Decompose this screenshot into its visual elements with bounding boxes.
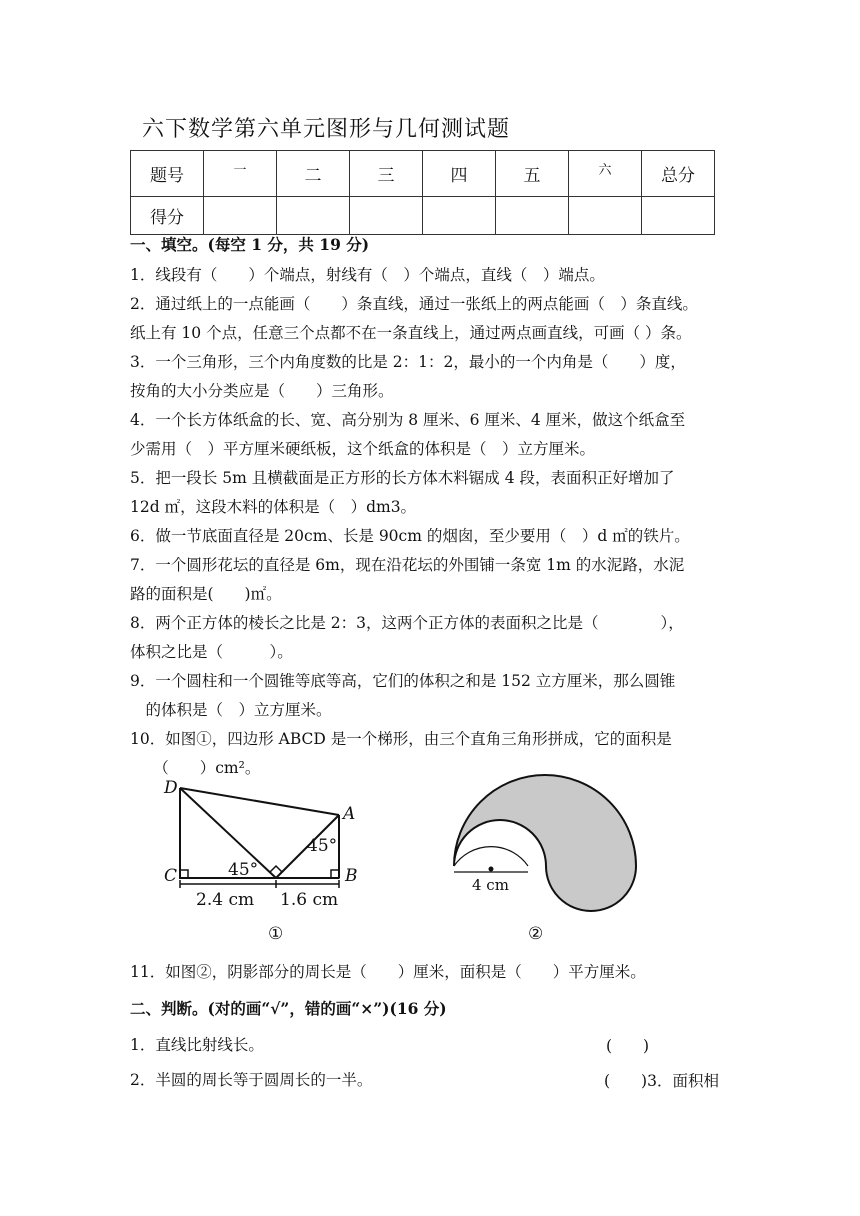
page-title: 六下数学第六单元图形与几何测试题 xyxy=(142,117,511,142)
question-line: 4．一个长方体纸盒的长、宽、高分别为 8 厘米、6 厘米、4 厘米，做这个纸盒至 xyxy=(130,411,686,429)
figure-caption: ② xyxy=(528,924,544,944)
vertex-label-b: B xyxy=(345,866,358,886)
question-line: 12d ㎡，这段木料的体积是（ ）dm3。 xyxy=(130,498,417,516)
table-cell: 二 xyxy=(277,151,350,197)
question-line: 体积之比是（ ）。 xyxy=(130,643,293,661)
judge-question: 1．直线比射线长。 xyxy=(130,1036,264,1054)
table-cell: 六 xyxy=(569,151,642,197)
question-line: 8．两个正方体的棱长之比是 2：3，这两个正方体的表面积之比是（ ）， xyxy=(130,614,684,632)
question-line: 6．做一节底面直径是 20cm、长是 90cm 的烟囱，至少要用（ ）d ㎡的铁片。 xyxy=(130,527,690,545)
vertex-label-c: C xyxy=(164,866,178,886)
question-line: 9．一个圆柱和一个圆锥等底等高，它们的体积之和是 152 立方厘米，那么圆锥 xyxy=(130,672,676,690)
question-line: 按角的大小分类应是（ ）三角形。 xyxy=(130,382,394,400)
table-cell: 得分 xyxy=(131,197,204,235)
dimension-label: 2.4 cm xyxy=(196,890,255,910)
angle-label: 45° xyxy=(307,836,338,856)
question-line: 7．一个圆形花坛的直径是 6m，现在沿花坛的外围铺一条宽 1m 的水泥路，水泥 xyxy=(130,556,685,574)
section-heading: 一、填空。(每空 1 分，共 19 分) xyxy=(130,235,370,254)
question-line: 5．把一段长 5m 且横截面是正方形的长方体木料锯成 4 段，表面积正好增加了 xyxy=(130,469,675,487)
section-heading: 二、判断。(对的画“√”，错的画“×”)(16 分) xyxy=(130,999,447,1018)
question-line: 1．线段有（ ）个端点，射线有（ ）个端点，直线（ ）端点。 xyxy=(130,266,605,284)
judge-question: 2．半圆的周长等于圆周长的一半。 xyxy=(130,1071,373,1089)
table-cell: 一 xyxy=(204,151,277,197)
vertex-label-d: D xyxy=(164,778,178,798)
table-cell: 总分 xyxy=(642,151,715,197)
question-line: 路的面积是( )㎡。 xyxy=(130,585,282,603)
dimension-label: 4 cm xyxy=(472,876,509,894)
question-line: 纸上有 10 个点，任意三个点都不在一条直线上，通过两点画直线，可画（ ）条。 xyxy=(130,324,692,342)
question-line: 的体积是（ ）立方厘米。 xyxy=(130,701,332,719)
figure-caption: ① xyxy=(268,924,284,944)
dimension-label: 1.6 cm xyxy=(280,890,339,910)
table-cell: 三 xyxy=(350,151,423,197)
judge-answer-box[interactable]: ( )3．面积相 xyxy=(604,1072,719,1090)
judge-answer-box[interactable]: ( ) xyxy=(606,1037,650,1055)
question-line: 2．通过纸上的一点能画（ ）条直线，通过一张纸上的两点能画（ ）条直线。 xyxy=(130,295,698,313)
table-cell: 四 xyxy=(423,151,496,197)
vertex-label-a: A xyxy=(343,804,356,824)
question-line: 11．如图②，阴影部分的周长是（ ）厘米，面积是（ ）平方厘米。 xyxy=(130,963,646,981)
angle-label: 45° xyxy=(228,860,259,880)
question-line: （ ）cm²。 xyxy=(130,759,261,777)
question-line: 10．如图①，四边形 ABCD 是一个梯形，由三个直角三角形拼成，它的面积是 xyxy=(130,730,672,748)
table-cell: 五 xyxy=(496,151,569,197)
question-line: 3．一个三角形，三个内角度数的比是 2：1：2，最小的一个内角是（ ）度， xyxy=(130,353,686,371)
table-cell: 题号 xyxy=(131,151,204,197)
question-line: 少需用（ ）平方厘米硬纸板，这个纸盒的体积是（ ）立方厘米。 xyxy=(130,440,596,458)
